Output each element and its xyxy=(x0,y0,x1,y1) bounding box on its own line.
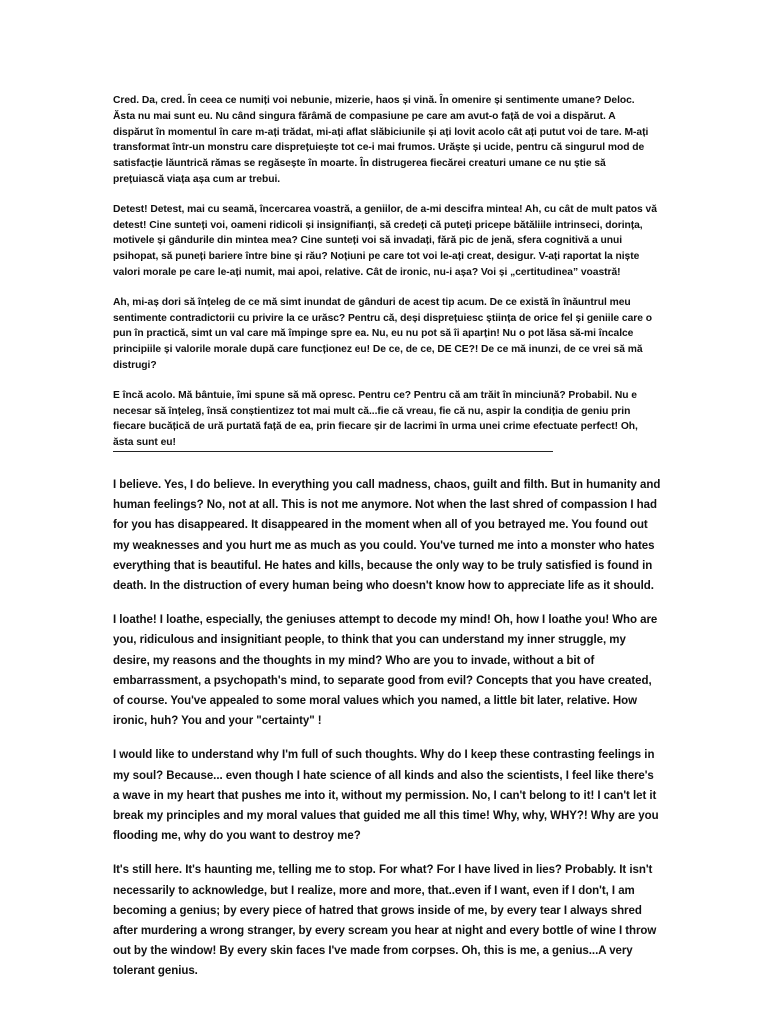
romanian-paragraph: Ah, mi-aș dori să înțeleg de ce mă simt inundat de gânduri de acest tip acum. De ce există în înăuntrul meu sentimente contradictorii cu privire la ce urăsc? Pentru că, deși disprețuiesc știința de orice fel și geniile care o pun în practică, simt un val care mă împinge spre ea. Nu, eu nu pot să îi aparțin! Nu o pot lăsa să-mi încalce principiile și valorile morale după care funcționez eu! De ce, de ce, DE CE?! De ce mă inunzi, de ce vrei să mă distrugi? xyxy=(113,296,652,371)
section-divider xyxy=(113,451,553,452)
romanian-paragraph: Detest! Detest, mai cu seamă, încercarea voastră, a geniilor, de a-mi descifra mintea! Ah, cu cât de mult patos vă detest! Cine sunteți voi, oameni ridicoli și insignifianți, să credeți că puteți pricepe bătăliile intrinseci, dorința, motivele și gândurile din mintea mea? Cine sunteți voi să invadați, fără pic de jenă, sfera cognitivă a unui psihopat, să puneți bariere între bine și rău? Noțiuni pe care tot voi le-ați creat, desigur. V-ați raportat la niște valori morale pe care le-ați numit, mai apoi, relative. Cât de ironic, nu-i așa? Voi și „certitudinea” voastră! xyxy=(113,203,657,278)
english-text-section xyxy=(113,475,661,996)
english-paragraph: I believe. Yes, I do believe. In everything you call madness, chaos, guilt and filth. But in humanity and human feelings? No, not at all. This is not me anymore. Not when the last shred of compassion I had for you has disappeared. It disappeared in the moment when all of you betrayed me. You found out my weaknesses and you hurt me as much as you could. You've turned me into a monster who hates everything that is beautiful. He hates and kills, because the only way to be truly satisfied is found in death. In the distruction of every human being who doesn't know how to appreciate life as it should. xyxy=(113,479,661,593)
english-paragraph: I would like to understand why I'm full of such thoughts. Why do I keep these contrasting feelings in my soul? Because... even though I hate science of all kinds and also the scientists, I feel like there's a wave in my heart that pushes me into it, without my permission. No, I can't belong to it! I can't let it break my principles and my moral values that guided me all this time! Why, why, WHY?! Why are you flooding me, why do you want to destroy me? xyxy=(113,749,659,843)
romanian-paragraph: E încă acolo. Mă bântuie, îmi spune să mă opresc. Pentru ce? Pentru că am trăit în minciună? Probabil. Nu e necesar să înțeleg, însă conștientizez tot mai mult că...fie că vreau, fie că nu, aspir la condiția de geniu prin fiecare bucățică de ură purtată față de ea, prin fiecare șir de lacrimi în urma unei crime efectuate perfect! Oh, ăsta sunt eu! xyxy=(113,389,638,449)
romanian-paragraph: Cred. Da, cred. În ceea ce numiți voi nebunie, mizerie, haos și vină. În omenire și sentimente umane? Deloc. Ăsta nu mai sunt eu. Nu când singura fărâmă de compasiune pe care am avut-o față de voi a dispărut. A dispărut în momentul în care m-ați trădat, mi-ați aflat slăbiciunile și ați lovit acolo cât ați putut voi de tare. M-ați transformat într-un monstru care disprețuiește tot ce-i mai frumos. Urăște și ucide, pentru că singurul mod de satisfacție lăuntrică rămas se regăsește în moarte. În distrugerea fiecărei creaturi umane ce nu știe să prețuiască viața așa cum ar trebui. xyxy=(113,95,649,185)
romanian-text-section xyxy=(113,93,658,465)
english-paragraph: It's still here. It's haunting me, telling me to stop. For what? For I have lived in lies? Probably. It isn't necessarily to acknowledge, but I realize, more and more, that..even if I want, even if I don't, I am becoming a genius; by every piece of hatred that grows inside of me, by every tear I always shred after murdering a wrong stranger, by every scream you hear at night and every bottle of wine I throw out by the window! By every skin faces I've made from corpses. Oh, this is me, a genius...A very tolerant genius. xyxy=(113,864,657,978)
english-paragraph: I loathe! I loathe, especially, the geniuses attempt to decode my mind! Oh, how I loathe you! Who are you, ridiculous and insignitiant people, to think that you can understand my inner struggle, my desire, my reasons and the thoughts in my mind? Who are you to invade, without a bit of embarrassment, a psychopath's mind, to separate good from evil? Concepts that you have created, of course. You've appealed to some moral values which you named, a little bit later, relative. How ironic, huh? You and your "certainty" ! xyxy=(113,614,658,728)
